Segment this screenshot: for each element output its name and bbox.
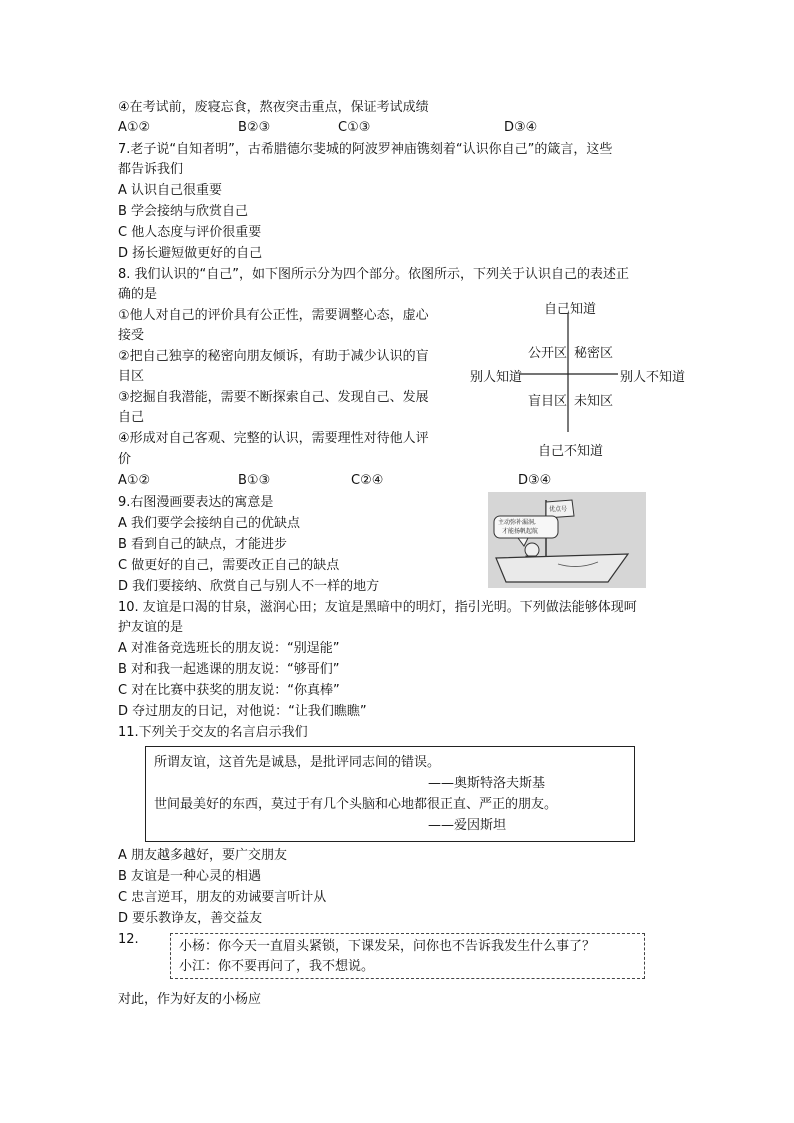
q10-option-c[interactable]: C 对在比赛中获奖的朋友说：“你真棒” bbox=[118, 683, 340, 698]
cartoon-flag-text: 优点号 bbox=[549, 506, 568, 513]
diagram-blind-area: 盲目区 bbox=[528, 394, 568, 409]
q9-option-b[interactable]: B 看到自己的缺点，才能进步 bbox=[118, 537, 288, 552]
q8-item-4-line2: 价 bbox=[118, 452, 132, 467]
q11-option-d[interactable]: D 要乐教诤友，善交益友 bbox=[118, 911, 263, 926]
q10-stem-line2: 护友谊的是 bbox=[118, 620, 184, 635]
q12-dialog-line2: 小江：你不要再问了，我不想说。 bbox=[179, 959, 375, 974]
q8-stem-line1: 8. 我们认识的“自己”，如下图所示分为四个部分。依图所示，下列关于认识自己的表述正 bbox=[118, 267, 630, 282]
self-awareness-diagram bbox=[470, 292, 686, 462]
diagram-top-label: 自己知道 bbox=[544, 302, 597, 317]
q11-option-b[interactable]: B 友谊是一种心灵的相遇 bbox=[118, 869, 262, 884]
diagram-unknown-area: 未知区 bbox=[574, 394, 614, 409]
q8-item-3-line1: ③挖掘自我潜能，需要不断探索自己、发现自己、发展 bbox=[118, 390, 429, 405]
q8-item-4-line1: ④形成对自己客观、完整的认识，需要理性对待他人评 bbox=[118, 431, 429, 446]
q8-option-d[interactable]: D③④ bbox=[518, 473, 552, 488]
q10-option-d[interactable]: D 夺过朋友的日记，对他说：“让我们瞧瞧” bbox=[118, 704, 367, 719]
q8-option-b[interactable]: B①③ bbox=[238, 473, 271, 488]
q6-option-c[interactable]: C①③ bbox=[338, 120, 371, 135]
q7-option-a[interactable]: A 认识自己很重要 bbox=[118, 183, 223, 198]
diagram-bottom-label: 自己不知道 bbox=[538, 444, 604, 459]
q11-quote-1: 所谓友谊，这首先是诚恳，是批评同志间的错误。 bbox=[154, 755, 441, 770]
q11-quote-box bbox=[145, 746, 635, 842]
q8-stem-line2: 确的是 bbox=[118, 287, 158, 302]
q11-quote-2: 世间最美好的东西，莫过于有几个头脑和心地都很正直、严正的朋友。 bbox=[154, 797, 558, 812]
q6-option-a[interactable]: A①② bbox=[118, 120, 151, 135]
q7-option-b[interactable]: B 学会接纳与欣赏自己 bbox=[118, 204, 249, 219]
q9-option-c[interactable]: C 做更好的自己，需要改正自己的缺点 bbox=[118, 558, 340, 573]
q6-item-4: ④在考试前，废寝忘食，熬夜突击重点，保证考试成绩 bbox=[118, 100, 429, 115]
boat-cartoon-image bbox=[488, 492, 646, 588]
q12-number: 12. bbox=[118, 932, 139, 947]
q6-option-d[interactable]: D③④ bbox=[504, 120, 538, 135]
q6-option-b[interactable]: B②③ bbox=[238, 120, 271, 135]
q8-option-a[interactable]: A①② bbox=[118, 473, 151, 488]
q11-author-2: ——爱因斯坦 bbox=[428, 818, 507, 833]
q7-stem-line1: 7.老子说“自知者明”，古希腊德尔斐城的阿波罗神庙镌刻着“认识你自己”的箴言，这些 bbox=[118, 142, 613, 157]
q8-item-1-line1: ①他人对自己的评价具有公正性，需要调整心态，虚心 bbox=[118, 308, 429, 323]
q8-item-2-line1: ②把自己独享的秘密向朋友倾诉，有助于减少认识的盲 bbox=[118, 349, 429, 364]
q7-option-d[interactable]: D 扬长避短做更好的自己 bbox=[118, 246, 263, 261]
cartoon-bubble-line1: 主动弥补漏洞, bbox=[498, 519, 536, 526]
q9-stem: 9.右图漫画要表达的寓意是 bbox=[118, 495, 274, 510]
diagram-left-label: 别人知道 bbox=[470, 370, 523, 385]
q12-tail: 对此，作为好友的小杨应 bbox=[118, 992, 262, 1007]
q10-stem-line1: 10. 友谊是口渴的甘泉，滋润心田；友谊是黑暗中的明灯，指引光明。下列做法能够体现呵 bbox=[118, 600, 637, 615]
q9-option-d[interactable]: D 我们要接纳、欣赏自己与别人不一样的地方 bbox=[118, 579, 380, 594]
q11-option-a[interactable]: A 朋友越多越好，要广交朋友 bbox=[118, 848, 288, 863]
q9-option-a[interactable]: A 我们要学会接纳自己的优缺点 bbox=[118, 516, 301, 531]
q11-author-1: ——奥斯特洛夫斯基 bbox=[428, 776, 546, 791]
q11-stem: 11.下列关于交友的名言启示我们 bbox=[118, 725, 308, 740]
diagram-open-area: 公开区 bbox=[528, 346, 568, 361]
q8-item-1-line2: 接受 bbox=[118, 328, 145, 343]
q10-option-b[interactable]: B 对和我一起逃课的朋友说：“够哥们” bbox=[118, 662, 340, 677]
q8-option-c[interactable]: C②④ bbox=[351, 473, 384, 488]
diagram-secret-area: 秘密区 bbox=[574, 346, 614, 361]
cartoon-bubble-line2: 才能扬帆起航 bbox=[502, 528, 539, 535]
diagram-right-label: 别人不知道 bbox=[620, 370, 686, 385]
q12-dialog-line1: 小杨：你今天一直眉头紧锁，下课发呆，问你也不告诉我发生什么事了？ bbox=[179, 939, 596, 954]
q10-option-a[interactable]: A 对准备竞选班长的朋友说：“别逞能” bbox=[118, 641, 340, 656]
q12-dialog-box bbox=[170, 933, 645, 979]
q8-item-2-line2: 目区 bbox=[118, 369, 145, 384]
q7-stem-line2: 都告诉我们 bbox=[118, 162, 184, 177]
q11-option-c[interactable]: C 忠言逆耳，朋友的劝诫要言听计从 bbox=[118, 890, 327, 905]
q8-item-3-line2: 自己 bbox=[118, 410, 145, 425]
q7-option-c[interactable]: C 他人态度与评价很重要 bbox=[118, 225, 262, 240]
